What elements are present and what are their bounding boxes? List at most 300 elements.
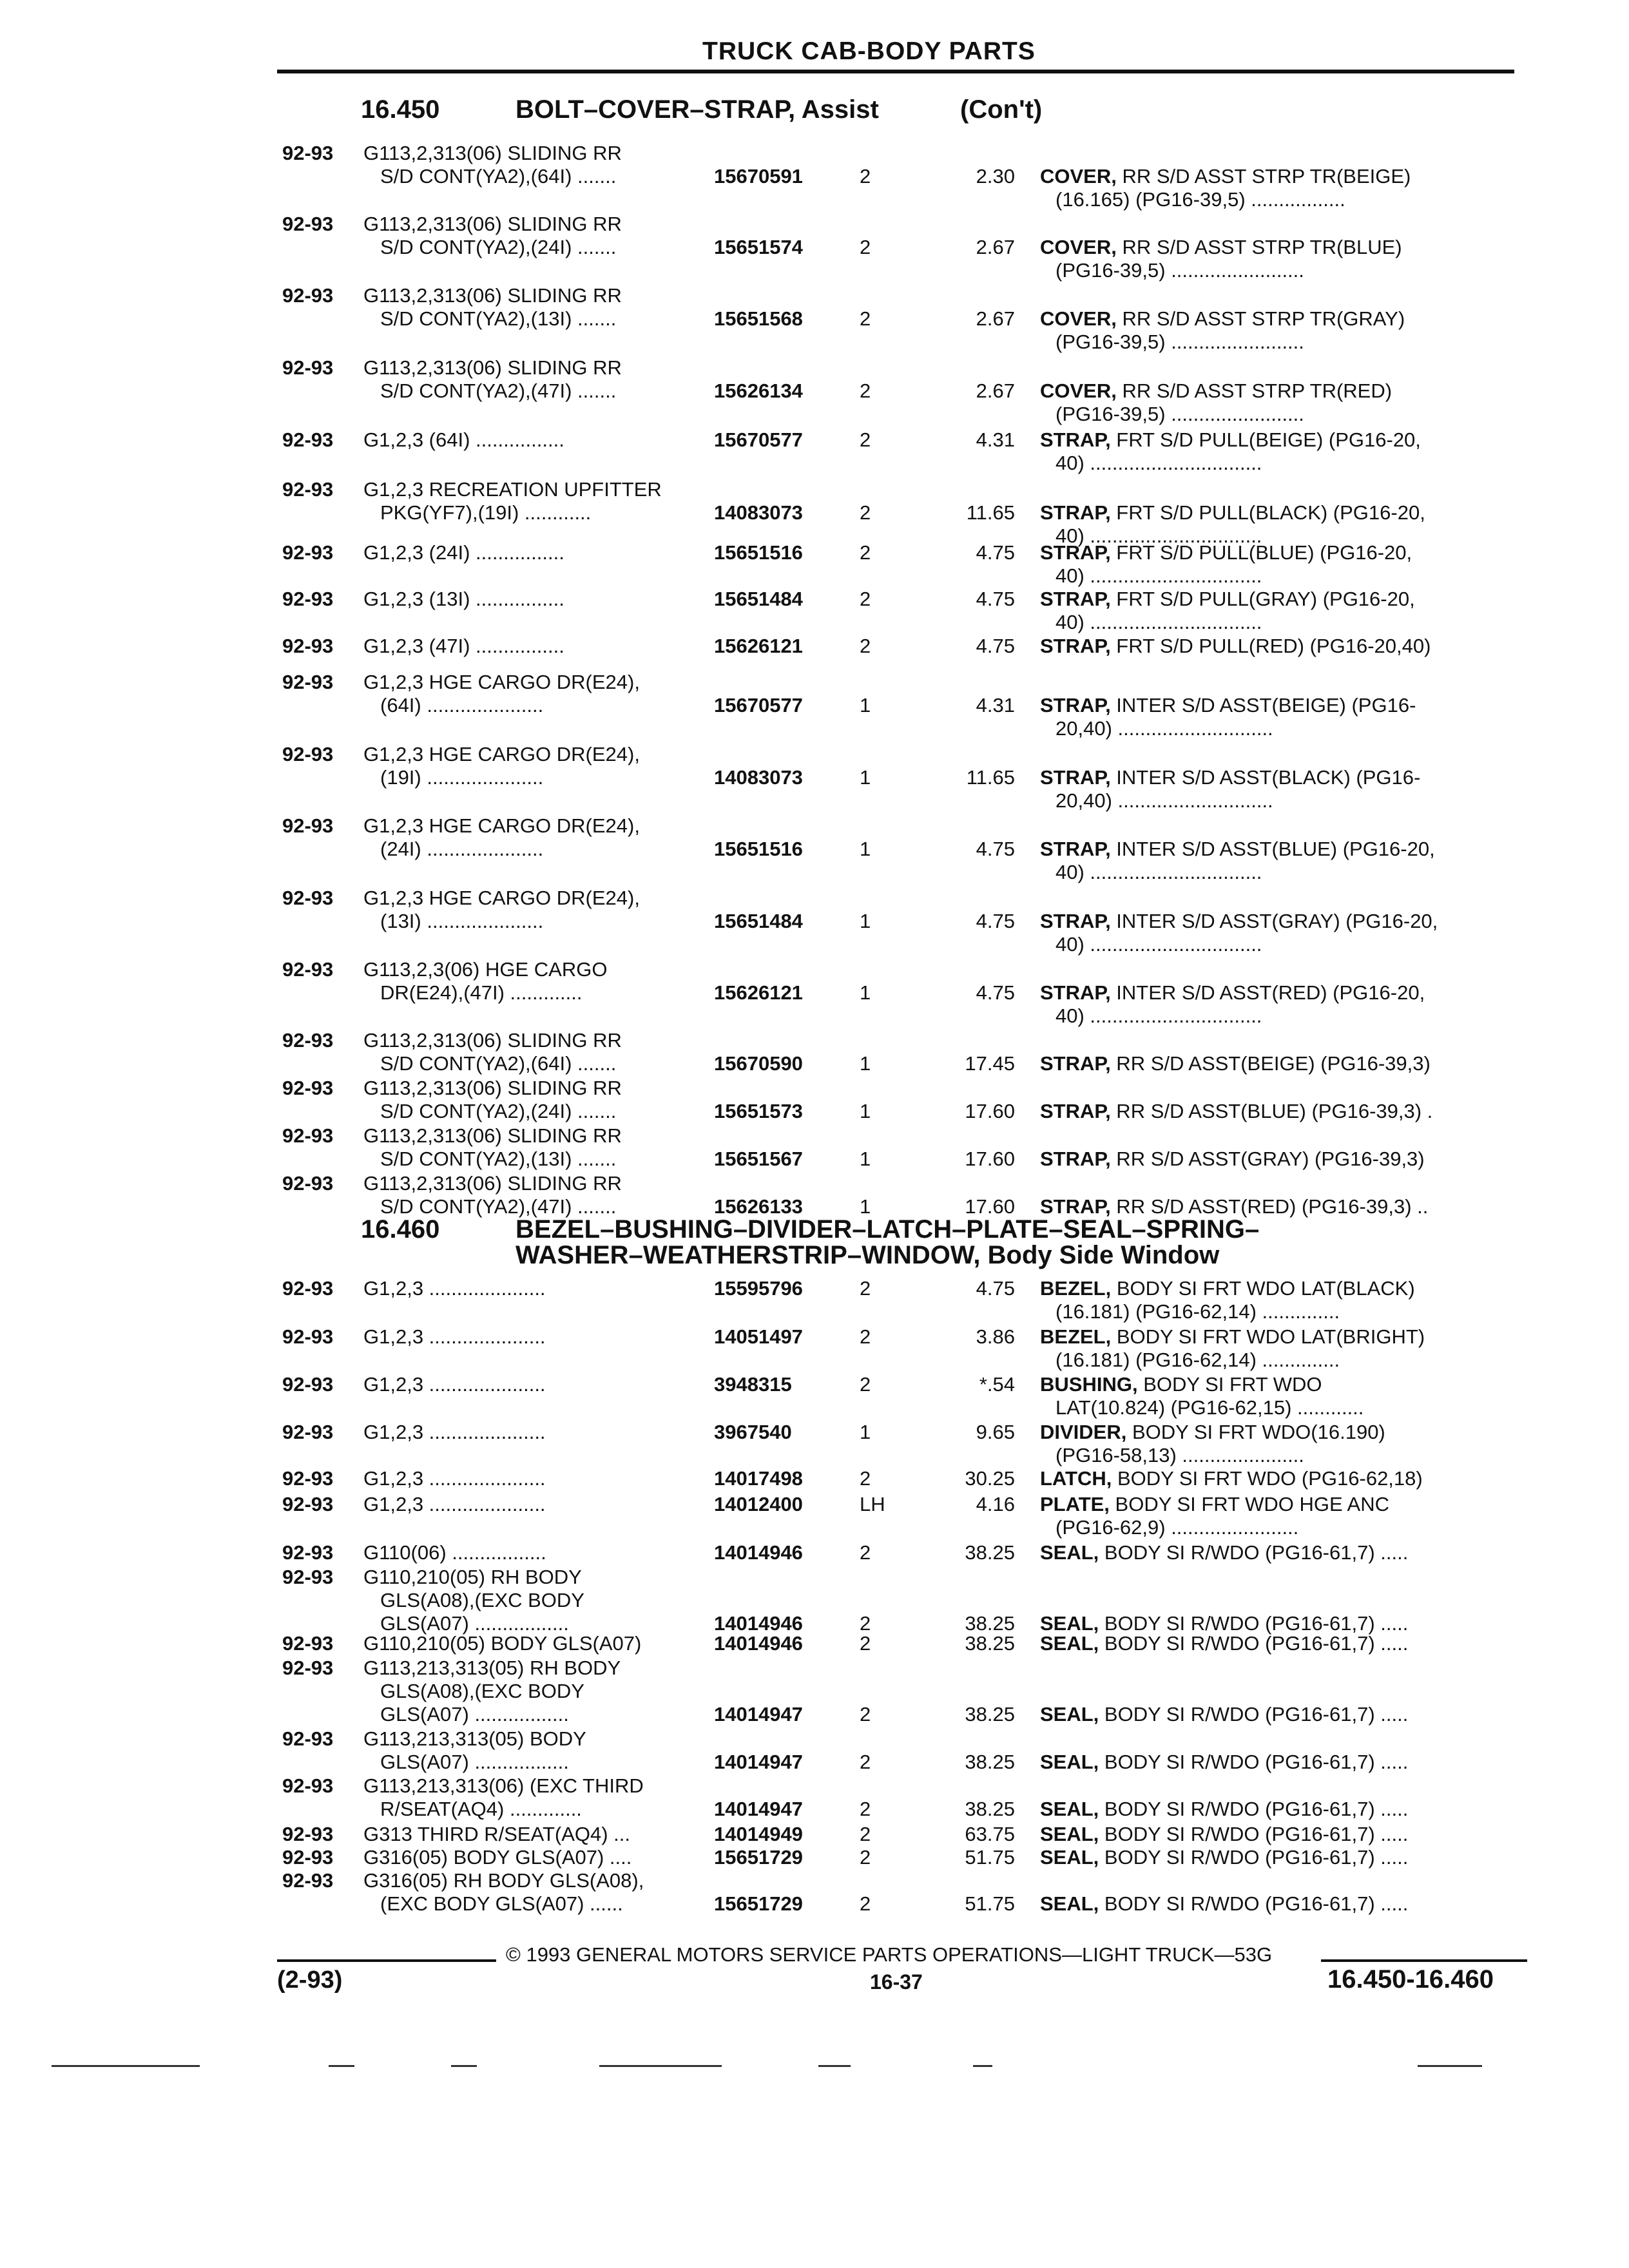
part-name: STRAP, <box>1040 981 1111 1004</box>
quantity: 2 <box>860 1798 871 1820</box>
application-line: (13I) ..................... <box>380 910 544 932</box>
part-detail: BODY SI R/WDO (PG16-61,7) ..... <box>1099 1541 1409 1564</box>
price: 4.16 <box>976 1493 1015 1515</box>
part-detail-line2: (16.181) (PG16-62,14) .............. <box>1055 1349 1340 1371</box>
price: *.54 <box>979 1373 1015 1396</box>
part-number: 15651484 <box>714 910 803 932</box>
application <box>363 428 564 452</box>
part-number: 15651574 <box>714 236 803 258</box>
quantity: 2 <box>860 1703 871 1725</box>
part-name: STRAP, <box>1040 1195 1111 1218</box>
application <box>363 1632 641 1655</box>
quantity: 1 <box>860 838 871 860</box>
part-detail: RR S/D ASST STRP TR(RED) <box>1116 380 1393 402</box>
description <box>1040 1798 1408 1821</box>
quantity: 2 <box>860 1277 871 1300</box>
description <box>1040 1541 1408 1564</box>
part-detail-line2: LAT(10.824) (PG16-62,15) ............ <box>1055 1396 1364 1419</box>
description <box>1040 981 1425 1028</box>
application <box>363 1774 644 1821</box>
application-line: S/D CONT(YA2),(13I) ....... <box>380 1148 617 1170</box>
scan-artifact <box>599 2065 722 2067</box>
part-detail-line2: 40) ............................... <box>1055 611 1262 633</box>
part-name: LATCH, <box>1040 1467 1112 1490</box>
part-detail: RR S/D ASST(BLUE) (PG16-39,3) . <box>1110 1100 1433 1122</box>
part-number: 15670577 <box>714 694 803 716</box>
model-year: 92-93 <box>282 428 334 451</box>
part-name: STRAP, <box>1040 428 1111 451</box>
part-number: 15626121 <box>714 981 803 1004</box>
application-line: S/D CONT(YA2),(47I) ....... <box>380 380 617 402</box>
price: 51.75 <box>965 1846 1015 1869</box>
model-year: 92-93 <box>282 1467 334 1490</box>
application <box>363 478 662 524</box>
part-detail-line2: (16.165) (PG16-39,5) ................. <box>1055 188 1345 211</box>
part-detail: BODY SI R/WDO (PG16-61,7) ..... <box>1099 1632 1409 1655</box>
description <box>1040 766 1420 812</box>
part-name: SEAL, <box>1040 1798 1099 1820</box>
page-title: TRUCK CAB-BODY PARTS <box>702 37 1036 65</box>
part-detail: BODY SI FRT WDO <box>1137 1373 1322 1396</box>
price: 11.65 <box>966 501 1015 524</box>
price: 4.75 <box>976 541 1015 564</box>
part-number: 15651484 <box>714 588 803 610</box>
footer-date: (2-93) <box>277 1966 343 1994</box>
application-line: GLS(A08),(EXC BODY <box>380 1680 584 1702</box>
scan-artifact <box>818 2065 851 2067</box>
model-year: 92-93 <box>282 588 334 610</box>
description <box>1040 541 1412 588</box>
part-name: STRAP, <box>1040 635 1111 657</box>
part-number: 14051497 <box>714 1325 803 1348</box>
model-year: 92-93 <box>282 142 334 164</box>
part-name: SEAL, <box>1040 1846 1099 1869</box>
price: 63.75 <box>965 1823 1015 1845</box>
quantity: 1 <box>860 1052 871 1075</box>
price: 4.31 <box>976 694 1015 716</box>
description <box>1040 1846 1408 1869</box>
application <box>363 1421 546 1444</box>
application-line: G1,2,3 HGE CARGO DR(E24), <box>363 887 640 909</box>
application-line: S/D CONT(YA2),(47I) ....... <box>380 1195 617 1218</box>
part-name: PLATE, <box>1040 1493 1110 1515</box>
quantity: 2 <box>860 1632 871 1655</box>
quantity: 1 <box>860 1148 871 1170</box>
price: 3.86 <box>976 1325 1015 1348</box>
part-name: SEAL, <box>1040 1823 1099 1845</box>
application <box>363 1869 644 1916</box>
part-name: STRAP, <box>1040 501 1111 524</box>
part-name: BUSHING, <box>1040 1373 1138 1396</box>
model-year: 92-93 <box>282 478 334 501</box>
application <box>363 1124 622 1171</box>
quantity: 2 <box>860 1751 871 1773</box>
part-detail: RR S/D ASST(BEIGE) (PG16-39,3) <box>1110 1052 1431 1075</box>
application <box>363 1077 622 1123</box>
part-detail-line2: (PG16-39,5) ........................ <box>1055 259 1304 282</box>
application <box>363 142 622 188</box>
application-line: G113,2,313(06) SLIDING RR <box>363 1172 622 1195</box>
description <box>1040 1823 1408 1846</box>
description <box>1040 1373 1364 1419</box>
price: 4.75 <box>976 635 1015 657</box>
price: 17.60 <box>965 1100 1015 1122</box>
quantity: 1 <box>860 766 871 789</box>
model-year: 92-93 <box>282 743 334 765</box>
price: 4.31 <box>976 428 1015 451</box>
model-year: 92-93 <box>282 887 334 909</box>
part-detail: BODY SI R/WDO (PG16-61,7) ..... <box>1099 1612 1409 1635</box>
part-name: COVER, <box>1040 307 1117 330</box>
price: 2.67 <box>976 307 1015 330</box>
description <box>1040 1100 1432 1123</box>
price: 2.67 <box>976 380 1015 402</box>
part-number: 14083073 <box>714 501 803 524</box>
application <box>363 284 622 331</box>
application-line: G113,2,313(06) SLIDING RR <box>363 1077 622 1099</box>
application <box>363 635 564 658</box>
model-year: 92-93 <box>282 1823 334 1845</box>
application-line: G1,2,3 ..................... <box>363 1467 546 1490</box>
part-number: 15626134 <box>714 380 803 402</box>
application <box>363 1277 546 1300</box>
price: 17.60 <box>965 1195 1015 1218</box>
application <box>363 743 640 789</box>
application <box>363 1727 586 1774</box>
part-number: 14017498 <box>714 1467 803 1490</box>
model-year: 92-93 <box>282 1029 334 1052</box>
part-number: 15626121 <box>714 635 803 657</box>
part-detail: BODY SI FRT WDO HGE ANC <box>1109 1493 1390 1515</box>
application-line: G1,2,3 ..................... <box>363 1325 546 1348</box>
application-line: G316(05) RH BODY GLS(A08), <box>363 1869 644 1892</box>
application-line: GLS(A07) ................. <box>380 1751 569 1773</box>
part-number: 15651516 <box>714 838 803 860</box>
quantity: 2 <box>860 1846 871 1869</box>
description <box>1040 380 1392 426</box>
part-name: COVER, <box>1040 165 1117 187</box>
application-line: G110,210(05) BODY GLS(A07) <box>363 1632 642 1655</box>
part-detail: INTER S/D ASST(GRAY) (PG16-20, <box>1110 910 1438 932</box>
quantity: 2 <box>860 165 871 187</box>
model-year: 92-93 <box>282 1869 334 1892</box>
model-year: 92-93 <box>282 284 334 307</box>
scan-artifact <box>52 2065 200 2067</box>
application-line: S/D CONT(YA2),(64I) ....... <box>380 1052 617 1075</box>
description <box>1040 838 1435 884</box>
price: 38.25 <box>965 1541 1015 1564</box>
description <box>1040 1892 1408 1916</box>
model-year: 92-93 <box>282 213 334 235</box>
part-name: STRAP, <box>1040 838 1111 860</box>
application-line: R/SEAT(AQ4) ............. <box>380 1798 582 1820</box>
application-line: G1,2,3 ..................... <box>363 1277 546 1300</box>
part-name: SEAL, <box>1040 1892 1099 1915</box>
application-line: G113,213,313(05) RH BODY <box>363 1657 621 1679</box>
part-number: 14014947 <box>714 1703 803 1725</box>
application-line: G113,2,313(06) SLIDING RR <box>363 213 622 235</box>
part-number: 3967540 <box>714 1421 792 1443</box>
description <box>1040 1467 1423 1490</box>
part-detail-line2: 40) ............................... <box>1055 524 1262 547</box>
part-detail-line2: (PG16-58,13) ...................... <box>1055 1444 1304 1466</box>
application-line: S/D CONT(YA2),(64I) ....... <box>380 165 617 187</box>
footer-rule-right <box>1321 1959 1527 1962</box>
application <box>363 1373 546 1396</box>
part-name: SEAL, <box>1040 1751 1099 1773</box>
part-detail-line2: 40) ............................... <box>1055 452 1262 474</box>
application <box>363 1657 621 1726</box>
section-number: 16.450 <box>361 95 440 124</box>
model-year: 92-93 <box>282 1566 334 1588</box>
quantity: 2 <box>860 236 871 258</box>
application <box>363 1493 546 1516</box>
part-detail-line2: (PG16-39,5) ........................ <box>1055 331 1304 353</box>
application-line: G1,2,3 HGE CARGO DR(E24), <box>363 743 640 765</box>
part-number: 14083073 <box>714 766 803 789</box>
scan-artifact <box>1418 2065 1482 2067</box>
application-line: GLS(A07) ................. <box>380 1612 569 1635</box>
part-detail-line2: (PG16-62,9) ....................... <box>1055 1516 1299 1539</box>
application <box>363 1846 631 1869</box>
price: 38.25 <box>965 1612 1015 1635</box>
quantity: 2 <box>860 380 871 402</box>
quantity: 1 <box>860 910 871 932</box>
part-number: 3948315 <box>714 1373 792 1396</box>
model-year: 92-93 <box>282 541 334 564</box>
application-line: G113,2,313(06) SLIDING RR <box>363 1124 622 1147</box>
application-line: (19I) ..................... <box>380 766 544 789</box>
part-detail: BODY SI R/WDO (PG16-61,7) ..... <box>1099 1703 1409 1725</box>
application <box>363 1325 546 1349</box>
model-year: 92-93 <box>282 1632 334 1655</box>
model-year: 92-93 <box>282 1846 334 1869</box>
description <box>1040 588 1415 634</box>
part-number: 15670577 <box>714 428 803 451</box>
footer-section-range: 16.450-16.460 <box>1327 1965 1494 1994</box>
quantity: 2 <box>860 1823 871 1845</box>
description <box>1040 1751 1408 1774</box>
application-line: G113,2,313(06) SLIDING RR <box>363 284 622 307</box>
part-number: 15595796 <box>714 1277 803 1300</box>
part-name: SEAL, <box>1040 1612 1099 1635</box>
model-year: 92-93 <box>282 1124 334 1147</box>
application-line: G110,210(05) RH BODY <box>363 1566 582 1588</box>
part-number: 14014946 <box>714 1632 803 1655</box>
part-name: STRAP, <box>1040 588 1111 610</box>
description <box>1040 307 1405 354</box>
application-line: (64I) ..................... <box>380 694 544 716</box>
quantity: 2 <box>860 428 871 451</box>
quantity: 1 <box>860 694 871 716</box>
price: 4.75 <box>976 910 1015 932</box>
price: 17.45 <box>965 1052 1015 1075</box>
quantity: 1 <box>860 981 871 1004</box>
application-line: G110(06) ................. <box>363 1541 546 1564</box>
description <box>1040 165 1411 211</box>
section-title: BOLT–COVER–STRAP, Assist <box>516 95 879 124</box>
part-name: SEAL, <box>1040 1632 1099 1655</box>
model-year: 92-93 <box>282 635 334 657</box>
part-name: BEZEL, <box>1040 1277 1112 1300</box>
quantity: 2 <box>860 1373 871 1396</box>
quantity: 2 <box>860 1325 871 1348</box>
part-detail-line2: 20,40) ............................ <box>1055 789 1273 812</box>
quantity: 2 <box>860 1467 871 1490</box>
part-detail-line2: (PG16-39,5) ........................ <box>1055 403 1304 425</box>
application <box>363 1172 622 1218</box>
price: 4.75 <box>976 981 1015 1004</box>
part-name: STRAP, <box>1040 766 1111 789</box>
section-title-line2: WASHER–WEATHERSTRIP–WINDOW, Body Side Window <box>516 1241 1220 1269</box>
part-detail: FRT S/D PULL(BLACK) (PG16-20, <box>1110 501 1425 524</box>
application <box>363 1467 546 1490</box>
page-header <box>277 37 1514 73</box>
application <box>363 213 622 259</box>
part-detail: RR S/D ASST(RED) (PG16-39,3) .. <box>1110 1195 1429 1218</box>
application-line: S/D CONT(YA2),(24I) ....... <box>380 236 617 258</box>
quantity: 1 <box>860 1195 871 1218</box>
model-year: 92-93 <box>282 356 334 379</box>
part-detail: FRT S/D PULL(GRAY) (PG16-20, <box>1110 588 1415 610</box>
application-line: GLS(A08),(EXC BODY <box>380 1589 584 1611</box>
application-line: S/D CONT(YA2),(24I) ....... <box>380 1100 617 1122</box>
part-number: 15651516 <box>714 541 803 564</box>
price: 38.25 <box>965 1703 1015 1725</box>
description <box>1040 635 1431 658</box>
part-name: COVER, <box>1040 380 1117 402</box>
model-year: 92-93 <box>282 671 334 693</box>
quantity: 2 <box>860 1612 871 1635</box>
description <box>1040 1052 1431 1075</box>
price: 38.25 <box>965 1751 1015 1773</box>
description <box>1040 1703 1408 1726</box>
quantity: 2 <box>860 588 871 610</box>
part-number: 15670591 <box>714 165 803 187</box>
model-year: 92-93 <box>282 1325 334 1348</box>
application-line: G1,2,3 (24I) ................ <box>363 541 564 564</box>
part-detail: BODY SI R/WDO (PG16-61,7) ..... <box>1099 1798 1409 1820</box>
description <box>1040 1421 1385 1467</box>
part-name: STRAP, <box>1040 1052 1111 1075</box>
application <box>363 1566 584 1635</box>
application-line: G1,2,3 ..................... <box>363 1373 546 1396</box>
application-line: G1,2,3 (47I) ................ <box>363 635 564 657</box>
part-name: COVER, <box>1040 236 1117 258</box>
part-detail: RR S/D ASST(GRAY) (PG16-39,3) <box>1110 1148 1425 1170</box>
application-line: (24I) ..................... <box>380 838 544 860</box>
part-detail: FRT S/D PULL(RED) (PG16-20,40) <box>1110 635 1431 657</box>
application-line: G1,2,3 HGE CARGO DR(E24), <box>363 814 640 837</box>
quantity: 2 <box>860 307 871 330</box>
part-detail-line2: 40) ............................... <box>1055 933 1262 956</box>
application-line: GLS(A07) ................. <box>380 1703 569 1725</box>
application <box>363 958 607 1004</box>
application-line: G1,2,3 RECREATION UPFITTER <box>363 478 662 501</box>
quantity: 2 <box>860 501 871 524</box>
application-line: G316(05) BODY GLS(A07) .... <box>363 1846 632 1869</box>
application <box>363 671 640 717</box>
quantity: 2 <box>860 541 871 564</box>
price: 4.75 <box>976 588 1015 610</box>
model-year: 92-93 <box>282 958 334 981</box>
model-year: 92-93 <box>282 1657 334 1679</box>
part-number: 14014949 <box>714 1823 803 1845</box>
part-number: 15651729 <box>714 1892 803 1915</box>
part-number: 14014946 <box>714 1541 803 1564</box>
description <box>1040 694 1416 740</box>
application-line: G113,213,313(05) BODY <box>363 1727 586 1750</box>
description <box>1040 428 1421 475</box>
part-detail: RR S/D ASST STRP TR(BLUE) <box>1116 236 1402 258</box>
scan-artifact <box>973 2065 992 2067</box>
application <box>363 1541 546 1564</box>
footer-rule-left <box>277 1959 496 1962</box>
price: 38.25 <box>965 1798 1015 1820</box>
model-year: 92-93 <box>282 1373 334 1396</box>
model-year: 92-93 <box>282 1421 334 1443</box>
description <box>1040 1148 1425 1171</box>
model-year: 92-93 <box>282 1172 334 1195</box>
quantity: LH <box>860 1493 885 1515</box>
price: 4.75 <box>976 838 1015 860</box>
part-detail-line2: (16.181) (PG16-62,14) .............. <box>1055 1300 1340 1323</box>
part-detail: BODY SI FRT WDO (PG16-62,18) <box>1112 1467 1423 1490</box>
part-detail: FRT S/D PULL(BLUE) (PG16-20, <box>1110 541 1412 564</box>
part-detail: RR S/D ASST STRP TR(GRAY) <box>1116 307 1405 330</box>
part-detail: RR S/D ASST STRP TR(BEIGE) <box>1116 165 1411 187</box>
part-detail: FRT S/D PULL(BEIGE) (PG16-20, <box>1110 428 1421 451</box>
part-detail: BODY SI FRT WDO(16.190) <box>1126 1421 1385 1443</box>
part-detail: INTER S/D ASST(BLACK) (PG16- <box>1110 766 1421 789</box>
price: 4.75 <box>976 1277 1015 1300</box>
section-title: BEZEL–BUSHING–DIVIDER–LATCH–PLATE–SEAL–SPRING– <box>516 1215 1260 1244</box>
model-year: 92-93 <box>282 1077 334 1099</box>
model-year: 92-93 <box>282 1277 334 1300</box>
part-number: 15651729 <box>714 1846 803 1869</box>
part-name: BEZEL, <box>1040 1325 1112 1348</box>
part-detail: BODY SI R/WDO (PG16-61,7) ..... <box>1099 1892 1409 1915</box>
footer-page-number: 16-37 <box>870 1970 923 1994</box>
model-year: 92-93 <box>282 1774 334 1797</box>
footer-copyright: © 1993 GENERAL MOTORS SERVICE PARTS OPERATIONS—LIGHT TRUCK—53G <box>506 1943 1273 1966</box>
part-detail-line2: 40) ............................... <box>1055 861 1262 883</box>
part-number: 14014946 <box>714 1612 803 1635</box>
section-number: 16.460 <box>361 1215 440 1244</box>
part-number: 14012400 <box>714 1493 803 1515</box>
price: 38.25 <box>965 1632 1015 1655</box>
price: 30.25 <box>965 1467 1015 1490</box>
part-detail-line2: 40) ............................... <box>1055 1004 1262 1027</box>
part-detail: INTER S/D ASST(BEIGE) (PG16- <box>1110 694 1416 716</box>
part-name: DIVIDER, <box>1040 1421 1127 1443</box>
part-detail: BODY SI FRT WDO LAT(BLACK) <box>1111 1277 1415 1300</box>
description <box>1040 1325 1425 1372</box>
description <box>1040 1632 1408 1655</box>
part-detail-line2: 40) ............................... <box>1055 564 1262 587</box>
application-line: G1,2,3 HGE CARGO DR(E24), <box>363 671 640 693</box>
application-line: G113,2,313(06) SLIDING RR <box>363 1029 622 1052</box>
application-line: G1,2,3 ..................... <box>363 1421 546 1443</box>
price: 2.67 <box>976 236 1015 258</box>
application <box>363 588 564 611</box>
application-line: S/D CONT(YA2),(13I) ....... <box>380 307 617 330</box>
price: 51.75 <box>965 1892 1015 1915</box>
model-year: 92-93 <box>282 1727 334 1750</box>
part-name: SEAL, <box>1040 1703 1099 1725</box>
part-number: 15651573 <box>714 1100 803 1122</box>
model-year: 92-93 <box>282 1493 334 1515</box>
